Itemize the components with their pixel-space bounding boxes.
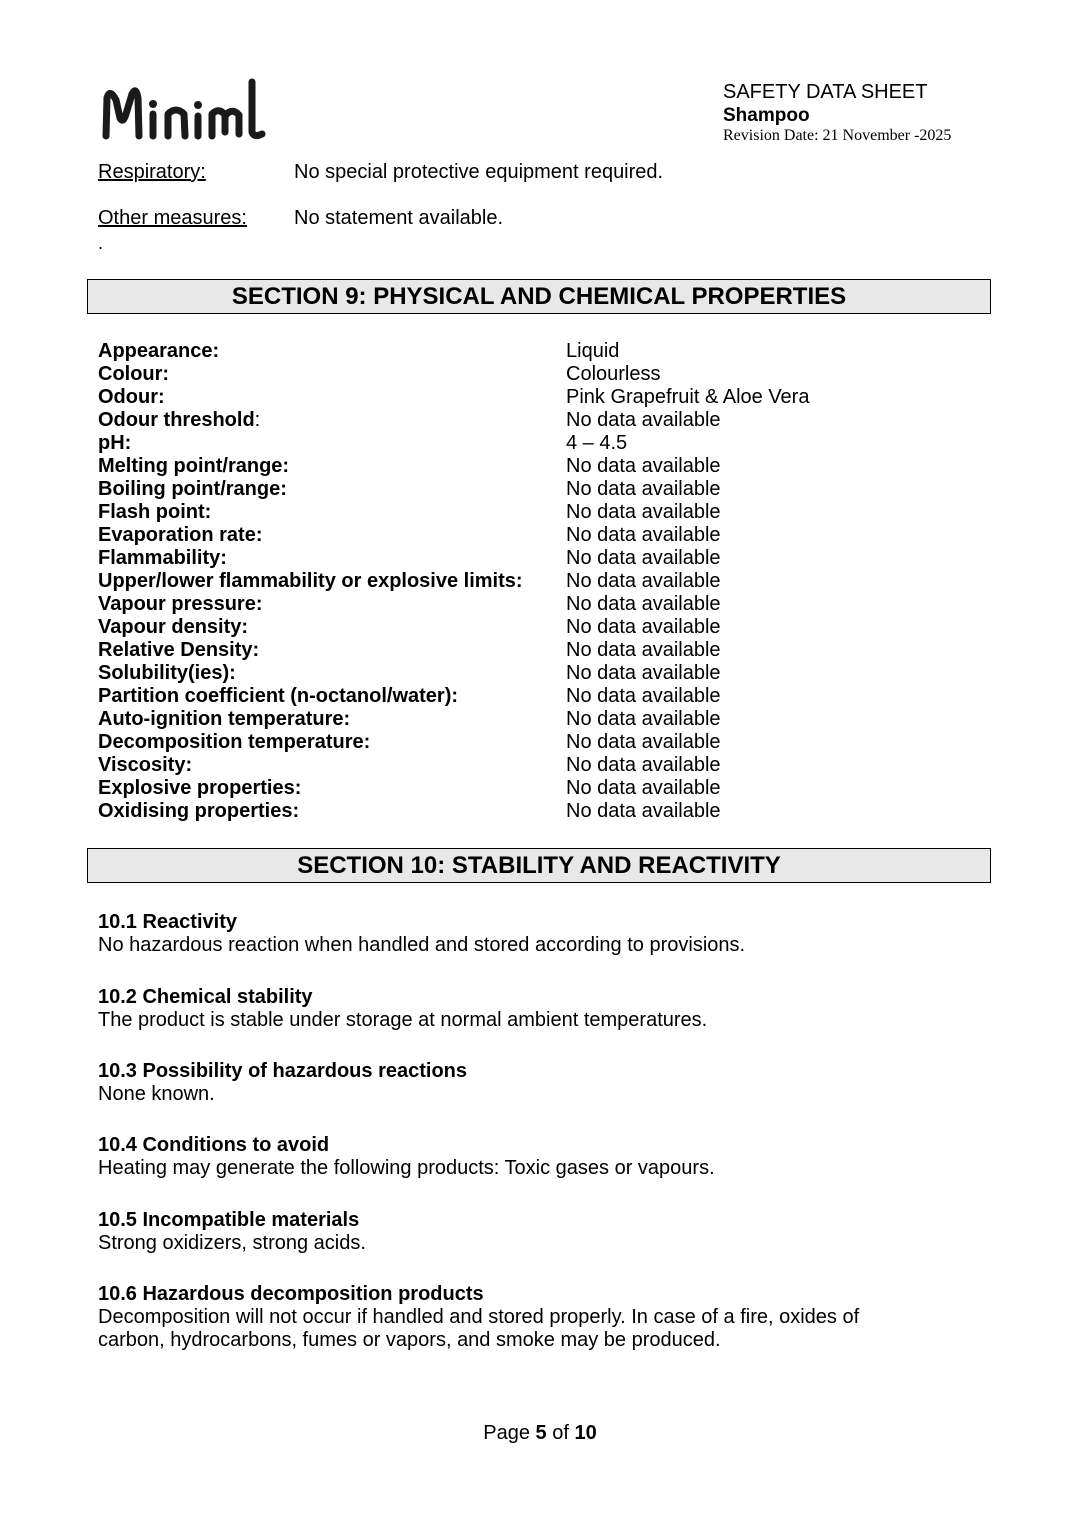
subsection-heading: 10.1 Reactivity <box>98 911 237 933</box>
property-value: Liquid <box>566 340 620 362</box>
subsection-body: Heating may generate the following products: Toxic gases or vapours. <box>98 1157 715 1179</box>
property-row <box>98 708 978 731</box>
property-label-text: Explosive properties: <box>98 777 302 799</box>
property-value: 4 – 4.5 <box>566 432 628 454</box>
property-value: No data available <box>566 639 721 661</box>
property-row <box>98 800 978 823</box>
company-logo <box>98 74 268 152</box>
property-value: No data available <box>566 800 721 822</box>
property-row <box>98 524 978 547</box>
subsection-heading: 10.4 Conditions to avoid <box>98 1134 330 1156</box>
property-row <box>98 432 978 455</box>
property-row <box>98 662 978 685</box>
other-measures-row <box>98 208 503 228</box>
property-label <box>98 409 566 432</box>
property-row <box>98 501 978 524</box>
property-label <box>98 478 566 501</box>
property-row <box>98 639 978 662</box>
property-row <box>98 731 978 754</box>
subsection-body: None known. <box>98 1083 215 1105</box>
property-label-text: Auto-ignition temperature: <box>98 708 351 730</box>
property-value: No data available <box>566 662 721 684</box>
property-value: No data available <box>566 754 721 776</box>
property-value: No data available <box>566 616 721 638</box>
subsection-body: No hazardous reaction when handled and stored according to provisions. <box>98 934 746 956</box>
property-label-text: Oxidising properties: <box>98 800 300 822</box>
property-label <box>98 363 566 386</box>
property-row <box>98 409 978 432</box>
property-value: No data available <box>566 593 721 615</box>
property-label <box>98 685 566 708</box>
subsection-heading: 10.2 Chemical stability <box>98 986 313 1008</box>
property-value: No data available <box>566 501 721 523</box>
subsection-body: The product is stable under storage at normal ambient temperatures. <box>98 1009 708 1031</box>
revision-date: Revision Date: 21 November -2025 <box>723 127 952 144</box>
property-label <box>98 639 566 662</box>
property-label <box>98 340 566 363</box>
properties-table <box>98 340 978 823</box>
subsection-10-4 <box>98 1134 978 1180</box>
property-value: No data available <box>566 570 721 592</box>
property-label-text: Odour threshold <box>98 409 255 431</box>
page-prefix: Page <box>483 1422 530 1444</box>
property-row <box>98 340 978 363</box>
property-label-text: Flammability: <box>98 547 227 569</box>
subsection-body: Decomposition will not occur if handled and stored properly. In case of a fire, oxides of carbon, hydrocarbons, fumes or vapors, and smoke may be produced. <box>98 1306 860 1351</box>
subsection-10-5 <box>98 1209 978 1255</box>
property-value: No data available <box>566 547 721 569</box>
property-label-text: Odour: <box>98 386 165 408</box>
property-label-text: Decomposition temperature: <box>98 731 371 753</box>
property-value: No data available <box>566 731 721 753</box>
property-label-text: Boiling point/range: <box>98 478 287 500</box>
subsection-10-3 <box>98 1060 978 1106</box>
property-label <box>98 570 566 593</box>
property-label <box>98 432 566 455</box>
property-label-text: Upper/lower flammability or explosive limits: <box>98 570 523 592</box>
property-value: No data available <box>566 777 721 799</box>
product-name: Shampoo <box>723 105 810 126</box>
property-label <box>98 754 566 777</box>
property-row <box>98 570 978 593</box>
property-row <box>98 455 978 478</box>
property-label-text: Evaporation rate: <box>98 524 263 546</box>
property-label-text: Melting point/range: <box>98 455 290 477</box>
property-label-text: Flash point: <box>98 501 212 523</box>
other-measures-value: No statement available. <box>294 207 504 229</box>
property-label-text: Viscosity: <box>98 754 193 776</box>
respiratory-label: Respiratory: <box>98 161 206 183</box>
property-row <box>98 547 978 570</box>
property-row <box>98 386 978 409</box>
property-row <box>98 593 978 616</box>
property-value: Pink Grapefruit & Aloe Vera <box>566 386 810 408</box>
property-value: No data available <box>566 455 721 477</box>
property-value: No data available <box>566 409 721 431</box>
property-row <box>98 777 978 800</box>
other-measures-label: Other measures: <box>98 207 247 229</box>
respiratory-row <box>98 162 663 182</box>
page-number <box>0 1422 1080 1445</box>
subsection-10-6 <box>98 1283 868 1352</box>
subsection-heading: 10.3 Possibility of hazardous reactions <box>98 1060 468 1082</box>
property-value: No data available <box>566 708 721 730</box>
property-value: No data available <box>566 524 721 546</box>
property-label-text: Vapour pressure: <box>98 593 263 615</box>
property-row <box>98 363 978 386</box>
doc-type: SAFETY DATA SHEET <box>723 81 928 103</box>
property-label-suffix: : <box>254 409 261 431</box>
trailing-dot: . <box>98 233 104 253</box>
property-label <box>98 501 566 524</box>
property-label <box>98 593 566 616</box>
property-value: No data available <box>566 478 721 500</box>
subsection-10-2 <box>98 986 978 1032</box>
property-label-text: Vapour density: <box>98 616 249 638</box>
property-label-text: Solubility(ies): <box>98 662 236 684</box>
page-current: 5 <box>535 1422 547 1444</box>
property-label-text: Partition coefficient (n-octanol/water): <box>98 685 459 707</box>
property-label-text: pH: <box>98 432 132 454</box>
property-label <box>98 708 566 731</box>
property-row <box>98 478 978 501</box>
subsection-heading: 10.6 Hazardous decomposition products <box>98 1283 484 1305</box>
property-label <box>98 386 566 409</box>
property-label <box>98 777 566 800</box>
property-label <box>98 616 566 639</box>
property-label <box>98 731 566 754</box>
property-label-text: Colour: <box>98 363 170 385</box>
section-10-heading: SECTION 10: STABILITY AND REACTIVITY <box>87 848 991 883</box>
page-mid: of <box>552 1422 569 1444</box>
property-label <box>98 800 566 823</box>
property-row <box>98 616 978 639</box>
property-row <box>98 685 978 708</box>
property-row <box>98 754 978 777</box>
subsection-body: Strong oxidizers, strong acids. <box>98 1232 366 1254</box>
section-9-heading: SECTION 9: PHYSICAL AND CHEMICAL PROPERTIES <box>87 279 991 314</box>
property-label <box>98 455 566 478</box>
property-label <box>98 662 566 685</box>
subsection-10-1 <box>98 911 978 957</box>
property-label <box>98 547 566 570</box>
property-value: Colourless <box>566 363 661 385</box>
property-label-text: Appearance: <box>98 340 220 362</box>
document-header <box>723 82 951 144</box>
respiratory-value: No special protective equipment required. <box>294 161 664 183</box>
property-label <box>98 524 566 547</box>
property-value: No data available <box>566 685 721 707</box>
page-total: 10 <box>574 1422 597 1444</box>
property-label-text: Relative Density: <box>98 639 260 661</box>
subsection-heading: 10.5 Incompatible materials <box>98 1209 360 1231</box>
